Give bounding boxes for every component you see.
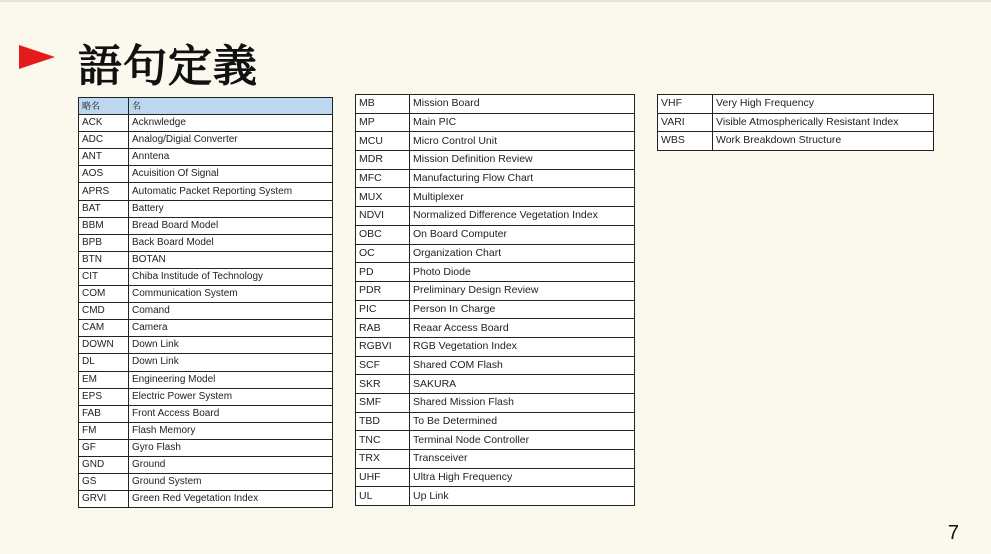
table-row [658,95,934,114]
glossary-table-3 [657,94,934,151]
abbr-cell: APRS [79,183,129,200]
abbr-cell: COM [79,286,129,303]
abbr-cell: MFC [356,169,410,188]
abbr-cell: MUX [356,188,410,207]
red-arrow-icon [19,45,55,69]
table-row [79,200,333,217]
table-row [658,113,934,132]
table-header-row [79,98,333,115]
table-row [79,217,333,234]
table-row [79,149,333,166]
abbr-cell: CIT [79,268,129,285]
abbr-cell: FM [79,422,129,439]
name-cell: Up Link [410,487,635,506]
name-cell: Gyro Flash [129,439,333,456]
abbr-cell: ADC [79,132,129,149]
table-row [79,371,333,388]
table-row [356,225,635,244]
slide-title: 語句定義 [78,41,258,92]
abbr-cell: WBS [658,132,713,151]
name-cell: Bread Board Model [129,217,333,234]
name-cell: Engineering Model [129,371,333,388]
name-cell: Shared COM Flash [410,356,635,375]
table-row [356,207,635,226]
abbr-cell: EM [79,371,129,388]
name-cell: Acuisition Of Signal [129,166,333,183]
table-row [356,431,635,450]
abbr-cell: FAB [79,405,129,422]
abbr-cell: TBD [356,412,410,431]
table-row [79,303,333,320]
abbr-cell: SMF [356,394,410,413]
header-abbr: 略名 [79,98,129,115]
name-cell: Main PIC [410,113,635,132]
name-cell: Flash Memory [129,422,333,439]
name-cell: On Board Computer [410,225,635,244]
name-cell: Multiplexer [410,188,635,207]
name-cell: Reaar Access Board [410,319,635,338]
table-row [79,491,333,508]
name-cell: Comand [129,303,333,320]
name-cell: Ultra High Frequency [410,468,635,487]
page-number: 7 [947,522,959,544]
table-row [356,169,635,188]
name-cell: Micro Control Unit [410,132,635,151]
table-row [356,412,635,431]
table-row [356,113,635,132]
table-row [356,263,635,282]
abbr-cell: SKR [356,375,410,394]
abbr-cell: CAM [79,320,129,337]
table-row [79,115,333,132]
table-row [79,286,333,303]
abbr-cell: VARI [658,113,713,132]
table-row [79,405,333,422]
table-row [356,450,635,469]
abbr-cell: GF [79,439,129,456]
name-cell: Analog/Digial Converter [129,132,333,149]
table-row [79,422,333,439]
name-cell: Acknwledge [129,115,333,132]
name-cell: Photo Diode [410,263,635,282]
table-row [658,132,934,151]
table-row [356,151,635,170]
name-cell: Automatic Packet Reporting System [129,183,333,200]
table-row [79,388,333,405]
abbr-cell: EPS [79,388,129,405]
table-row [79,337,333,354]
table-row [79,132,333,149]
abbr-cell: BBM [79,217,129,234]
table-row [356,487,635,506]
name-cell: Down Link [129,354,333,371]
abbr-cell: GND [79,456,129,473]
table-row [79,320,333,337]
table-row [79,183,333,200]
name-cell: Camera [129,320,333,337]
abbr-cell: BAT [79,200,129,217]
abbr-cell: AOS [79,166,129,183]
name-cell: Organization Chart [410,244,635,263]
name-cell: SAKURA [410,375,635,394]
abbr-cell: ACK [79,115,129,132]
abbr-cell: PD [356,263,410,282]
name-cell: Front Access Board [129,405,333,422]
table-row [356,468,635,487]
name-cell: Visible Atmospherically Resistant Index [713,113,934,132]
table-row [356,281,635,300]
name-cell: Ground [129,456,333,473]
name-cell: To Be Determined [410,412,635,431]
table-row [79,456,333,473]
abbr-cell: SCF [356,356,410,375]
table-row [356,356,635,375]
name-cell: Down Link [129,337,333,354]
name-cell: Mission Board [410,95,635,114]
abbr-cell: MB [356,95,410,114]
name-cell: Chiba Institude of Technology [129,268,333,285]
abbr-cell: BPB [79,234,129,251]
name-cell: Person In Charge [410,300,635,319]
name-cell: Ground System [129,474,333,491]
name-cell: Manufacturing Flow Chart [410,169,635,188]
abbr-cell: CMD [79,303,129,320]
name-cell: Preliminary Design Review [410,281,635,300]
abbr-cell: UHF [356,468,410,487]
table-row [79,474,333,491]
glossary-table-2 [355,94,635,506]
abbr-cell: BTN [79,251,129,268]
name-cell: Very High Frequency [713,95,934,114]
name-cell: Anntena [129,149,333,166]
table-row [356,132,635,151]
abbr-cell: TRX [356,450,410,469]
abbr-cell: MP [356,113,410,132]
table-row [79,354,333,371]
header-name: 名 [129,98,333,115]
name-cell: Mission Definition Review [410,151,635,170]
name-cell: Back Board Model [129,234,333,251]
table-row [356,394,635,413]
table-row [356,300,635,319]
abbr-cell: OBC [356,225,410,244]
abbr-cell: DL [79,354,129,371]
table-row [356,244,635,263]
table-row [79,439,333,456]
table-row [79,234,333,251]
abbr-cell: NDVI [356,207,410,226]
abbr-cell: ANT [79,149,129,166]
abbr-cell: MCU [356,132,410,151]
table-row [356,337,635,356]
name-cell: Battery [129,200,333,217]
table-row [79,268,333,285]
name-cell: Terminal Node Controller [410,431,635,450]
name-cell: Electric Power System [129,388,333,405]
table-row [79,251,333,268]
abbr-cell: GS [79,474,129,491]
name-cell: Transceiver [410,450,635,469]
abbr-cell: UL [356,487,410,506]
abbr-cell: RAB [356,319,410,338]
name-cell: Green Red Vegetation Index [129,491,333,508]
abbr-cell: PIC [356,300,410,319]
abbr-cell: MDR [356,151,410,170]
abbr-cell: DOWN [79,337,129,354]
abbr-cell: PDR [356,281,410,300]
name-cell: RGB Vegetation Index [410,337,635,356]
abbr-cell: TNC [356,431,410,450]
table-row [356,319,635,338]
name-cell: Shared Mission Flash [410,394,635,413]
abbr-cell: RGBVI [356,337,410,356]
table-row [356,375,635,394]
table-row [79,166,333,183]
name-cell: Work Breakdown Structure [713,132,934,151]
abbr-cell: OC [356,244,410,263]
name-cell: Normalized Difference Vegetation Index [410,207,635,226]
name-cell: BOTAN [129,251,333,268]
table-row [356,95,635,114]
glossary-table-1 [78,97,333,508]
abbr-cell: GRVI [79,491,129,508]
abbr-cell: VHF [658,95,713,114]
table-row [356,188,635,207]
name-cell: Communication System [129,286,333,303]
